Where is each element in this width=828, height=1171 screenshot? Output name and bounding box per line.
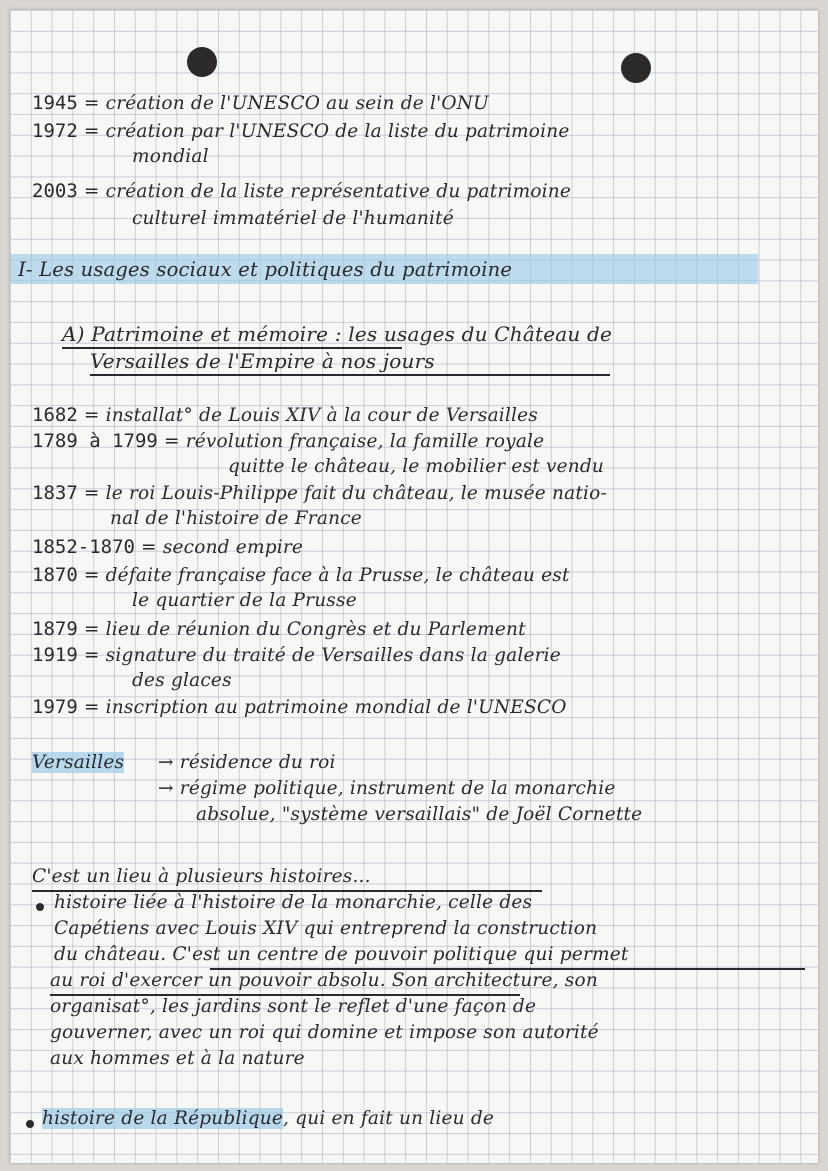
timeline-continuation: des glaces — [132, 670, 232, 691]
history-bullet2: histoire de la République, qui en fait un lieu de — [42, 1108, 495, 1129]
timeline-row: 1919 = signature du traité de Versailles dans la galerie — [32, 644, 561, 666]
binder-hole-right — [621, 53, 651, 83]
history-bullet1-line: gouverner, avec un roi qui domine et impose son autorité — [50, 1022, 599, 1043]
intro-date-row: 2003 = création de la liste représentative du patrimoine — [32, 180, 572, 202]
history-bullet1-line: du château. C'est un centre de pouvoir politique qui permet — [54, 944, 629, 965]
history-bullet1-line: histoire liée à l'histoire de la monarchie, celle des — [54, 892, 533, 913]
histories-heading: C'est un lieu à plusieurs histoires... — [32, 866, 371, 887]
subsection-title-line1: A) Patrimoine et mémoire : les usages du Château de — [62, 322, 613, 346]
intro-date-continuation: culturel immatériel de l'humanité — [132, 208, 454, 229]
versailles-arrow-continuation: absolue, "système versaillais" de Joël Cornette — [196, 804, 643, 825]
bullet-point — [26, 1120, 34, 1128]
history-bullet1-line: organisat°, les jardins sont le reflet d'une façon de — [50, 996, 537, 1017]
subsection-title-line2: Versailles de l'Empire à nos jours — [90, 349, 435, 373]
timeline-row: 1837 = le roi Louis-Philippe fait du château, le musée natio- — [32, 482, 607, 504]
binder-hole-left — [187, 47, 217, 77]
bullet-point — [36, 903, 44, 911]
timeline-row: 1879 = lieu de réunion du Congrès et du Parlement — [32, 618, 526, 640]
history-bullet1-line: aux hommes et à la nature — [50, 1048, 305, 1069]
timeline-continuation: nal de l'histoire de France — [110, 508, 362, 529]
timeline-row: 1852-1870 = second empire — [32, 536, 304, 558]
subsection-underline — [90, 374, 610, 376]
notebook-page — [10, 10, 818, 1163]
timeline-row: 1979 = inscription au patrimoine mondial de l'UNESCO — [32, 696, 567, 718]
section-title: I- Les usages sociaux et politiques du patrimoine — [18, 258, 513, 281]
history-bullet1-line: Capétiens avec Louis XIV qui entreprend la construction — [54, 918, 598, 939]
timeline-row: 1870 = défaite française face à la Prusse, le château est — [32, 564, 570, 586]
history-bullet1-line: au roi d'exercer un pouvoir absolu. Son architecture, son — [50, 970, 598, 991]
versailles-arrow-residence: → résidence du roi — [158, 752, 336, 773]
timeline-row: 1682 = installat° de Louis XIV à la cour de Versailles — [32, 404, 538, 426]
intro-date-continuation: mondial — [132, 146, 209, 167]
centre-pouvoir-underline — [210, 968, 805, 970]
pouvoir-absolu-underline — [50, 994, 520, 996]
versailles-label: Versailles — [32, 752, 125, 773]
timeline-continuation: quitte le château, le mobilier est vendu — [228, 456, 605, 477]
intro-date-row: 1972 = création par l'UNESCO de la liste du patrimoine — [32, 120, 570, 142]
intro-date-row: 1945 = création de l'UNESCO au sein de l'ONU — [32, 92, 489, 114]
versailles-arrow-regime: → régime politique, instrument de la monarchie — [158, 778, 616, 799]
timeline-continuation: le quartier de la Prusse — [132, 590, 357, 611]
timeline-row: 1789 à 1799 = révolution française, la famille royale — [32, 430, 545, 452]
